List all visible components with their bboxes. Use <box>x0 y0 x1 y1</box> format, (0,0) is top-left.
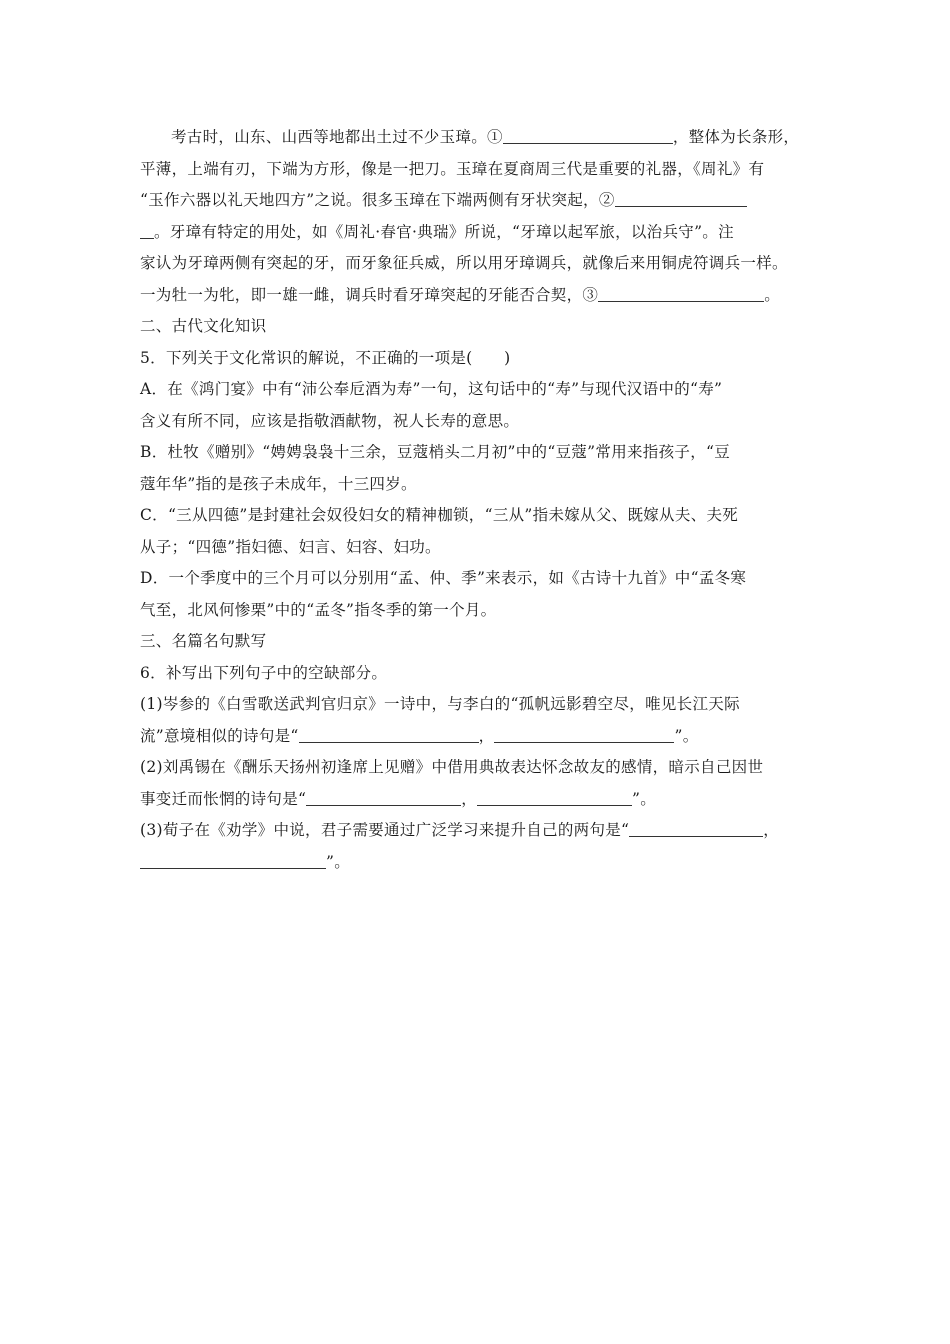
passage-line-3 <box>140 185 826 217</box>
blank-3-2[interactable] <box>140 850 326 869</box>
item-text: 事变迁而怅惘的诗句是“ <box>140 789 307 808</box>
document-page <box>140 122 826 878</box>
item-text: ， <box>478 726 495 745</box>
item-2-line-2 <box>140 784 826 816</box>
blank-2[interactable] <box>615 188 747 207</box>
item-text: ”。 <box>674 726 699 745</box>
passage-text: “玉作六器以礼天地四方”之说。很多玉璋在下端两侧有牙状突起，② <box>140 191 615 209</box>
blank-1-2[interactable] <box>494 724 674 743</box>
blank-3-1[interactable] <box>629 818 763 837</box>
item-1-line-1: (1)岑参的《白雪歌送武判官归京》一诗中，与李白的“孤帆远影碧空尽，唯见长江天际 <box>140 695 740 713</box>
section-heading-3: 三、名篇名句默写 <box>140 632 267 650</box>
item-text: ， <box>763 821 780 839</box>
blank-3[interactable] <box>598 283 764 302</box>
passage-line-2: 平薄，上端有刃，下端为方形，像是一把刀。玉璋在夏商周三代是重要的礼器，《周礼》有 <box>140 159 765 178</box>
item-1-line-2 <box>140 721 826 753</box>
blank-2-1[interactable] <box>306 787 461 806</box>
passage-text: ，整体为长条形， <box>672 128 800 146</box>
option-d-line-1[interactable]: D．一个季度中的三个月可以分别用“孟、仲、季”来表示，如《古诗十九首》中“孟冬寒 <box>140 569 747 587</box>
section-heading-2: 二、古代文化知识 <box>140 317 267 335</box>
item-text: ”。 <box>326 852 351 871</box>
question-6: 6．补写出下列句子中的空缺部分。 <box>140 663 388 682</box>
question-5: 5．下列关于文化常识的解说，不正确的一项是( ) <box>140 348 511 367</box>
blank-2-continued[interactable] <box>140 220 154 239</box>
passage-text: 。牙璋有特定的用处，如《周礼·春官·典瑞》所说，“牙璋以起军旅，以治兵守”。注 <box>154 222 734 241</box>
option-b-line-1[interactable]: B．杜牧《赠别》“娉娉袅袅十三余，豆蔻梢头二月初”中的“豆蔻”常用来指孩子，“豆 <box>140 443 731 461</box>
passage-line-4 <box>140 217 826 249</box>
option-a-line-1[interactable]: A．在《鸿门宴》中有“沛公奉卮酒为寿”一句，这句话中的“寿”与现代汉语中的“寿” <box>140 380 723 398</box>
option-c-line-1[interactable]: C．“三从四德”是封建社会奴役妇女的精神枷锁，“三从”指未嫁从父、既嫁从夫、夫死 <box>140 506 739 524</box>
item-text: 流”意境相似的诗句是“ <box>140 726 299 745</box>
item-text: (3)荀子在《劝学》中说，君子需要通过广泛学习来提升自己的两句是“ <box>140 821 630 839</box>
blank-1[interactable] <box>503 125 673 144</box>
passage-line-1 <box>140 122 826 154</box>
item-3-line-2 <box>140 847 826 879</box>
item-2-line-1: (2)刘禹锡在《酬乐天扬州初逢席上见赠》中借用典故表达怀念故友的感情，暗示自己因世 <box>140 758 764 776</box>
option-a-line-2: 含义有所不同，应该是指敬酒献物，祝人长寿的意思。 <box>140 411 520 430</box>
blank-2-2[interactable] <box>477 787 632 806</box>
passage-text: 。 <box>764 285 781 304</box>
blank-1-1[interactable] <box>299 724 479 743</box>
option-d-line-2: 气至，北风何惨栗”中的“孟冬”指冬季的第一个月。 <box>140 600 497 619</box>
option-b-line-2: 蔻年华”指的是孩子未成年，十三四岁。 <box>140 474 417 493</box>
option-c-line-2: 从子；“四德”指妇德、妇言、妇容、妇功。 <box>140 537 441 556</box>
item-3-line-1 <box>140 815 826 847</box>
passage-text: 一为牡一为牝，即一雄一雌，调兵时看牙璋突起的牙能否合契，③ <box>140 285 599 304</box>
passage-line-6 <box>140 280 826 312</box>
item-text: ”。 <box>632 789 657 808</box>
passage-line-5: 家认为牙璋两侧有突起的牙，而牙象征兵威，所以用牙璋调兵，就像后来用铜虎符调兵一样。 <box>140 254 788 272</box>
passage-text: 考古时，山东、山西等地都出土过不少玉璋。① <box>171 128 503 146</box>
item-text: ， <box>461 789 478 808</box>
